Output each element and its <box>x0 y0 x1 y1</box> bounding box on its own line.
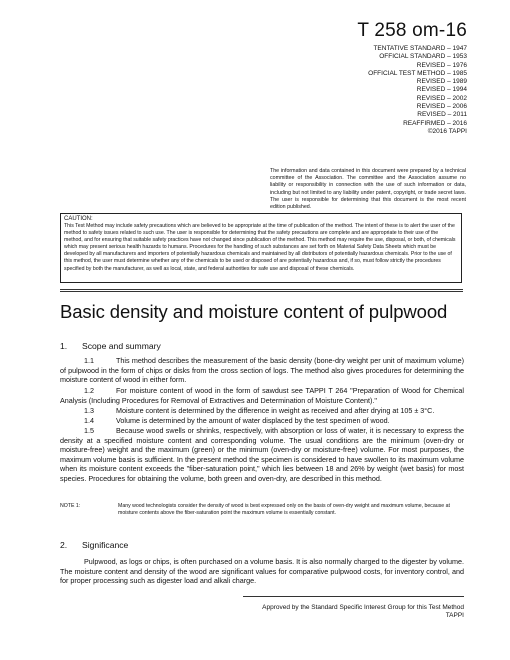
paragraph-text: For moisture content of wood in the form of sawdust see TAPPI T 264 "Preparation of Wood for Chemical Analysis (Including Procedures for Removal of Extractives and Determination of Moisture Content)." <box>60 386 464 405</box>
paragraph-text: Because wood swells or shrinks, respectively, with absorption or loss of water, it is necessary to express the density at a specified moisture content and corresponding volume. The usual conditions are the minimum (oven-dry or moisture-free) weight and the maximum (green) or the minimum (oven-dry or moisture-free) volume. For most purposes, the maximum volume basis is sufficient. In the present method the specimen is considered to have swollen to its maximum volume when its moisture content exceeds the "fiber-saturation point," which lies between 18 and 26% by weight (wet basis) for most species. Procedures for obtaining the volume, both green and oven-dry, are described in this method. <box>60 426 464 483</box>
divider-rule <box>60 289 463 290</box>
liability-disclaimer: The information and data contained in this document were prepared by a technical committee of the Association. The committee and the Association assume no liability or responsibility in connection with the use of such information or data, including but not limited to any liability under patent, copyright, or trade secret laws. The user is responsible for determining that this document is the most recent edition published. <box>270 168 466 211</box>
page-footer <box>262 604 464 620</box>
history-line: REVISED – 2002 <box>416 94 467 102</box>
paragraph-1-4 <box>60 416 464 426</box>
divider-rule <box>60 291 463 292</box>
history-line: REAFFIRMED – 2016 <box>403 119 467 127</box>
section-heading-significance <box>60 540 128 550</box>
paragraph-number: 1.4 <box>84 416 94 425</box>
caution-box <box>60 213 462 283</box>
history-line: REVISED – 1989 <box>416 78 467 86</box>
revision-history <box>357 45 467 136</box>
paragraph-number: 1.2 <box>84 386 94 395</box>
footer-approval: Approved by the Standard Specific Interest Group for this Test Method <box>262 604 464 611</box>
history-line: OFFICIAL TEST METHOD – 1985 <box>368 69 467 77</box>
section-title: Significance <box>82 540 129 550</box>
paragraph-1-1 <box>60 356 464 385</box>
note-text: Many wood technologists consider the density of wood is best expressed only on the basis of oven-dry weight and maximum volume, because at moisture contents above the fiber-saturation point the maximum volume is essentially constant. <box>118 503 450 516</box>
section-heading-scope <box>60 341 161 351</box>
section-number: 2. <box>60 540 68 550</box>
paragraph-text: Volume is determined by the amount of water displaced by the test specimen of wood. <box>116 416 390 425</box>
document-id: T 258 om-16 <box>357 20 467 41</box>
paragraph-number: 1.3 <box>84 406 94 415</box>
footer-org: TAPPI <box>445 612 464 619</box>
section-title: Scope and summary <box>82 341 161 351</box>
paragraph-1-3 <box>60 406 464 416</box>
paragraph-significance <box>60 557 464 586</box>
section-number: 1. <box>60 341 68 351</box>
history-line: REVISED – 2006 <box>416 103 467 111</box>
paragraph-text: Pulpwood, as logs or chips, is often purchased on a volume basis. It is also normally charged to the digester by volume. The moisture content and density of the wood are significant values for comparative pulpwood costs, for inventory control, and for proper processing such as digester load and alkali charge. <box>60 557 464 586</box>
paragraph-text: This method describes the measurement of the basic density (bone-dry weight per unit of maximum volume) of pulpwood in the form of chips or disks from the cross section of logs. The method also gives procedures for determining the moisture content of wood in either form. <box>60 356 464 385</box>
history-line: TENTATIVE STANDARD – 1947 <box>373 45 467 52</box>
paragraph-1-5 <box>60 426 464 484</box>
history-line: REVISED – 1994 <box>416 86 467 94</box>
paragraph-number: 1.1 <box>84 356 94 365</box>
caution-text: This Test Method may include safety precautions which are believed to be appropriate at the time of publication of the method. The intent of these is to alert the user of the method to safety issues related to such use. The user is responsible for determining that the safety precautions are complete and are appropriate to their use of the method, and for ensuring that suitable safety practices have not changed since publication of the method. This method may require the use, disposal, or both, of chemicals which may present serious health hazards to humans. Procedures for the handling of such substances are set forth on Material Safety Data Sheets which must be developed by all manufacturers and importers of potentially hazardous chemicals and maintained by all distributors of potentially hazardous chemicals. Prior to the use of this method, the user must determine whether any of the chemicals to be used or disposed of are potentially hazardous and, if so, must follow strictly the procedures specified by both the manufacturer, as well as local, state, and federal authorities for safe use and disposal of these chemicals. <box>64 223 456 272</box>
paragraph-1-2 <box>60 386 464 405</box>
copyright-line: ©2016 TAPPI <box>427 127 467 135</box>
history-line: REVISED – 1976 <box>416 61 467 69</box>
document-header <box>357 20 467 136</box>
history-line: REVISED – 2011 <box>417 111 467 119</box>
paragraph-text: Moisture content is determined by the difference in weight as received and after drying at 105 ± 3°C. <box>116 406 435 415</box>
note-label: NOTE 1: <box>60 503 81 509</box>
caution-title: CAUTION: <box>64 216 93 222</box>
history-line: OFFICIAL STANDARD – 1953 <box>379 53 467 61</box>
paragraph-number: 1.5 <box>84 426 94 435</box>
document-title: Basic density and moisture content of pulpwood <box>60 301 448 322</box>
footer-rule <box>243 596 464 597</box>
